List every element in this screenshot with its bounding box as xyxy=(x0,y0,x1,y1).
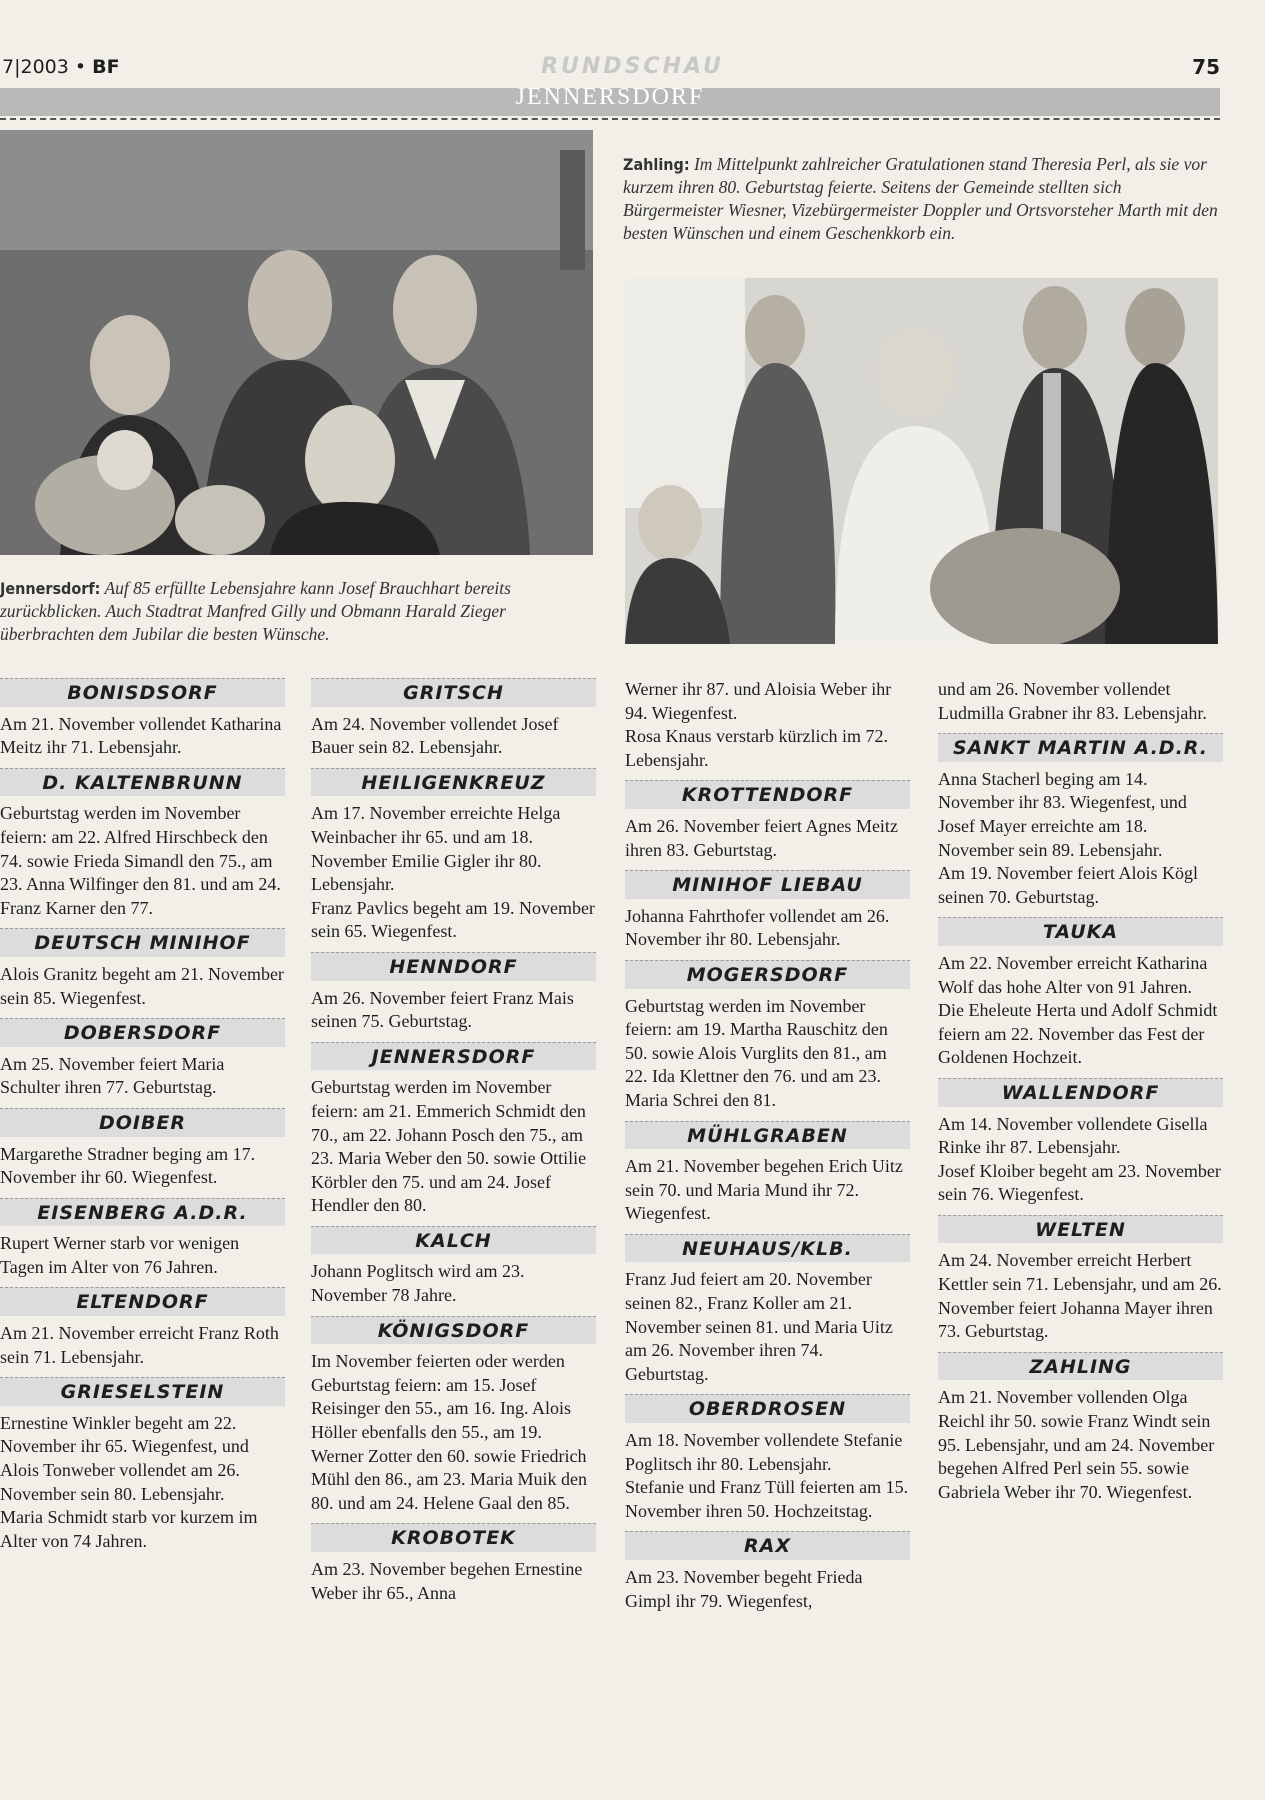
header-divider xyxy=(0,118,1220,120)
section-heading: KÖNIGSDORF xyxy=(311,1316,596,1345)
section-heading: WALLENDORF xyxy=(938,1078,1223,1107)
section-heading: ELTENDORF xyxy=(0,1287,285,1316)
article-paragraph: Werner ihr 87. und Aloisia Weber ihr 94. Wiegenfest. xyxy=(625,679,892,723)
article-paragraph: Geburtstag werden im November feiern: am 22. Alfred Hirschbeck den 74. sowie Frieda Simandl den 75., am 23. Anna Wilfinger den 81. und am 24. Franz Karner den 77. xyxy=(0,803,281,918)
issue-label: 7|2003 • BF xyxy=(2,56,120,78)
article-paragraph: Rupert Werner starb vor wenigen Tagen im Alter von 76 Jahren. xyxy=(0,1233,240,1277)
column-4 xyxy=(938,678,1223,1504)
section-heading: TAUKA xyxy=(938,917,1223,946)
magazine-title: RUNDSCHAU xyxy=(541,54,724,79)
article-paragraph: Im November feierten oder werden Geburtstag feiern: am 15. Josef Reisinger den 55., am 16. Ing. Alois Höller ebenfalls den 55., am 19. Werner Zotter den 60. sowie Friedrich Mühl den 86., am 23. Maria Muik den 80. und am 24. Helene Gaal den 85. xyxy=(311,1351,587,1513)
page-number: 75 xyxy=(1192,55,1220,79)
section-heading: RAX xyxy=(625,1531,910,1560)
article-paragraph: Margarethe Stradner beging am 17. November ihr 60. Wiegenfest. xyxy=(0,1143,256,1188)
section-heading: EISENBERG A.D.R. xyxy=(0,1198,285,1227)
article-paragraph: Geburtstag werden im November feiern: am 21. Emmerich Schmidt den 70., am 22. Johann Posch den 75., am 23. Maria Weber den 50. sowie Ottilie Körbler den 75. und am 24. Josef Hendler den 80. xyxy=(311,1077,587,1216)
section-heading: SANKT MARTIN A.D.R. xyxy=(938,733,1223,762)
article-paragraph: Am 24. November vollendet Josef Bauer sein 82. Lebensjahr. xyxy=(311,713,559,758)
section-heading: KROTTENDORF xyxy=(625,780,910,809)
article-paragraph: Am 21. November begehen Erich Uitz sein 70. und Maria Mund ihr 72. Wiegenfest. xyxy=(625,1156,903,1224)
section-heading: OBERDROSEN xyxy=(625,1394,910,1423)
section-heading: KALCH xyxy=(311,1226,596,1255)
article-paragraph: Rosa Knaus verstarb kürzlich im 72. Lebensjahr. xyxy=(625,726,888,770)
section-heading: WELTEN xyxy=(938,1215,1223,1244)
column-1 xyxy=(0,678,285,1553)
section-heading: ZAHLING xyxy=(938,1352,1223,1381)
article-paragraph: Alois Granitz begeht am 21. November sein 85. Wiegenfest. xyxy=(0,963,284,1008)
section-heading: DEUTSCH MINIHOF xyxy=(0,928,285,957)
section-title: JENNERSDORF xyxy=(515,84,705,110)
section-heading: GRIESELSTEIN xyxy=(0,1377,285,1406)
article-paragraph: Franz Jud feiert am 20. November seinen 82., Franz Koller am 21. November seinen 81. und Maria Uitz am 26. November ihren 74. Geburtstag. xyxy=(625,1269,893,1384)
article-paragraph: Am 19. November feiert Alois Kögl seinen 70. Geburtstag. xyxy=(938,863,1198,907)
article-paragraph: Am 21. November erreicht Franz Roth sein 71. Lebensjahr. xyxy=(0,1323,279,1367)
section-heading: NEUHAUS/KLB. xyxy=(625,1234,910,1263)
article-paragraph: Johann Poglitsch wird am 23. November 78 Jahre. xyxy=(311,1261,525,1306)
article-paragraph: Am 22. November erreicht Katharina Wolf das hohe Alter von 91 Jahren. xyxy=(938,952,1208,997)
section-heading: HENNDORF xyxy=(311,952,596,981)
article-paragraph: Josef Kloiber begeht am 23. November sein 76. Wiegenfest. xyxy=(938,1160,1221,1205)
section-heading: MÜHLGRABEN xyxy=(625,1121,910,1150)
caption-jennersdorf: Jennersdorf: Auf 85 erfüllte Lebensjahre kann Josef Brauchhart bereits zurückblicken. Auch Stadtrat Manfred Gilly und Obmann Harald Zieger überbrachten dem Jubilar die besten Wünsche. xyxy=(0,578,511,644)
article-paragraph: und am 26. November vollendet Ludmilla Grabner ihr 83. Lebensjahr. xyxy=(938,679,1207,723)
section-heading: DOIBER xyxy=(0,1108,285,1137)
article-paragraph: Geburtstag werden im November feiern: am 19. Martha Rauschitz den 50. sowie Alois Vurglits den 81., am 22. Ida Klettner den 76. und am 23. Maria Schrei den 81. xyxy=(625,995,888,1110)
article-paragraph: Am 26. November feiert Agnes Meitz ihren 83. Geburtstag. xyxy=(625,815,898,860)
article-paragraph: Am 26. November feiert Franz Mais seinen 75. Geburtstag. xyxy=(311,987,574,1032)
section-heading: DOBERSDORF xyxy=(0,1018,285,1047)
section-heading: GRITSCH xyxy=(311,678,596,707)
article-paragraph: Stefanie und Franz Tüll feierten am 15. November ihren 50. Hochzeitstag. xyxy=(625,1477,909,1521)
section-heading: D. KALTENBRUNN xyxy=(0,768,285,797)
section-heading: HEILIGENKREUZ xyxy=(311,768,596,797)
article-paragraph: Am 24. November erreicht Herbert Kettler sein 71. Lebensjahr, und am 26. November feiert Johanna Mayer ihren 73. Geburtstag. xyxy=(938,1250,1222,1342)
article-paragraph: Am 21. November vollenden Olga Reichl ihr 50. sowie Franz Windt sein 95. Lebensjahr, und am 24. November begehen Alfred Perl sein 55. sowie Gabriela Weber ihr 70. Wiegenfest. xyxy=(938,1387,1215,1502)
article-paragraph: Am 17. November erreichte Helga Weinbacher ihr 65. und am 18. November Emilie Gigler ihr 80. Lebensjahr. xyxy=(311,803,561,895)
article-paragraph: Ernestine Winkler begeht am 22. November ihr 65. Wiegenfest, und Alois Tonweber vollendet am 26. November sein 80. Lebensjahr. xyxy=(0,1412,249,1504)
article-paragraph: Am 21. November vollendet Katharina Meitz ihr 71. Lebensjahr. xyxy=(0,713,282,758)
article-paragraph: Am 14. November vollendete Gisella Rinke ihr 87. Lebensjahr. xyxy=(938,1113,1208,1158)
article-paragraph: Die Eheleute Herta und Adolf Schmidt feiern am 22. November das Fest der Goldenen Hochzeit. xyxy=(938,1000,1218,1068)
article-paragraph: Johanna Fahrthofer vollendet am 26. November ihr 80. Lebensjahr. xyxy=(625,905,890,950)
section-heading: MOGERSDORF xyxy=(625,960,910,989)
photo-perl xyxy=(625,278,1218,644)
article-paragraph: Franz Pavlics begeht am 19. November sein 65. Wiegenfest. xyxy=(311,897,595,942)
section-heading: KROBOTEK xyxy=(311,1523,596,1552)
article-paragraph: Am 25. November feiert Maria Schulter ihren 77. Geburtstag. xyxy=(0,1053,225,1098)
article-paragraph: Maria Schmidt starb vor kurzem im Alter von 74 Jahren. xyxy=(0,1507,258,1551)
article-paragraph: Am 23. November begeht Frieda Gimpl ihr 79. Wiegenfest, xyxy=(625,1567,863,1611)
article-paragraph: Am 23. November begehen Ernestine Weber ihr 65., Anna xyxy=(311,1559,583,1603)
article-paragraph: Anna Stacherl beging am 14. November ihr 83. Wiegenfest, und Josef Mayer erreichte am 18. November sein 89. Lebensjahr. xyxy=(938,768,1187,860)
section-heading: JENNERSDORF xyxy=(311,1042,596,1071)
column-2 xyxy=(311,678,596,1605)
section-heading: BONISDSORF xyxy=(0,678,285,707)
caption-zahling: Zahling: Im Mittelpunkt zahlreicher Gratulationen stand Theresia Perl, als sie vor kurzem ihren 80. Geburtstag feierte. Seitens der Gemeinde stellten sich Bürgermeister Wiesner, Vizebürgermeister Doppler und Ortsvorsteher Marth mit den besten Wünschen und einem Geschenkkorb ein. xyxy=(623,154,1218,243)
article-paragraph: Am 18. November vollendete Stefanie Poglitsch ihr 80. Lebensjahr. xyxy=(625,1430,903,1474)
section-heading: MINIHOF LIEBAU xyxy=(625,870,910,899)
photo-brauchhart xyxy=(0,130,593,555)
column-3 xyxy=(625,678,910,1613)
